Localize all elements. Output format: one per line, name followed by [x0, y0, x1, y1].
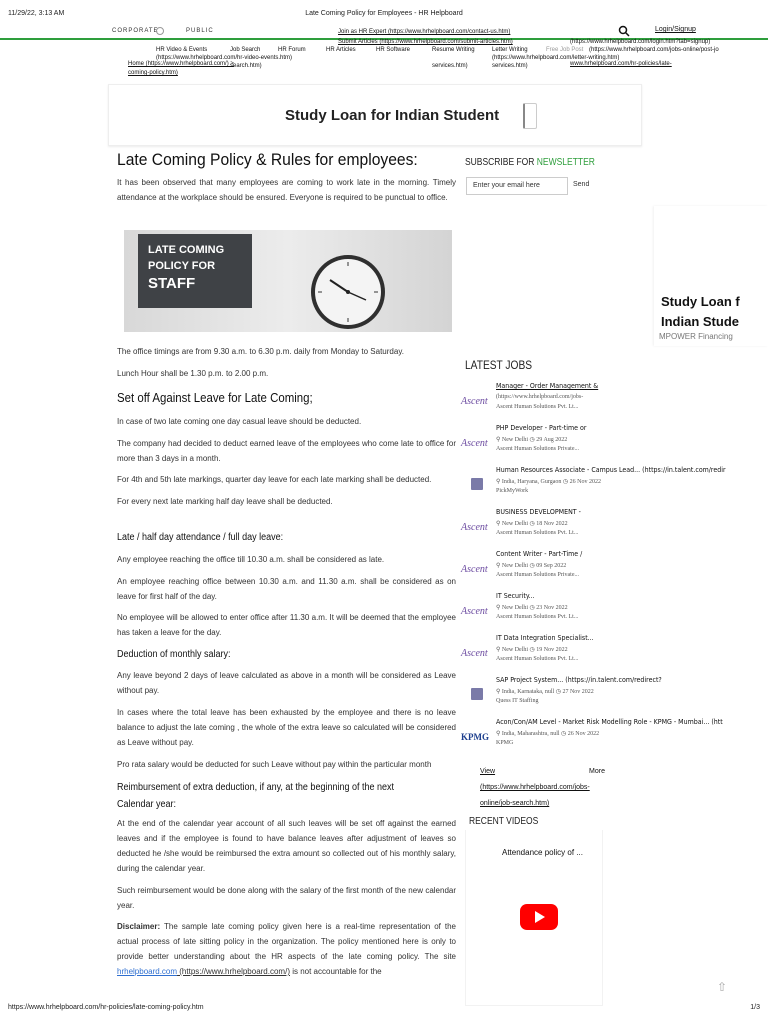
intro-paragraph: It has been observed that many employees are coming to work late in the morning. Timely attendance at the workplace should be ensured. Everyone is required to be punctual to office.	[117, 178, 456, 202]
late-para-1: Any employee reaching the office till 10.30 a.m. shall be considered as late.	[117, 555, 385, 564]
setoff-para-4: For every next late marking half day leave shall be deducted.	[117, 497, 333, 506]
login-url[interactable]: (https://www.hrhelpboard.com/login.htm?tab=signup)	[570, 39, 711, 45]
disclaimer	[117, 919, 456, 979]
deduction-para-3: Pro rata salary would be deducted for such Leave without pay within the particular month	[117, 760, 432, 769]
study-loan-ad-text	[661, 292, 740, 332]
job-item[interactable]	[461, 676, 761, 718]
job-title[interactable]: IT Data Integration Specialist...	[496, 634, 594, 642]
job-company: Ascent Human Solutions Private...	[496, 446, 579, 452]
disclaimer-site-url[interactable]: (https://www.hrhelpboard.com/)	[177, 967, 290, 976]
job-item[interactable]	[461, 424, 761, 466]
disclaimer-label: Disclaimer:	[117, 922, 161, 931]
job-item[interactable]	[461, 550, 761, 592]
job-location-date: ⚲ New Delhi ◷ 09 Sep 2022	[496, 563, 567, 569]
job-location-date: ⚲ India, Maharashtra, null ◷ 26 Nov 2022	[496, 731, 600, 737]
page-title: Late Coming Policy & Rules for employees:	[117, 150, 418, 169]
print-datetime: 11/29/22, 3:13 AM	[8, 10, 65, 17]
toggle-switch[interactable]	[156, 27, 164, 35]
job-title[interactable]: SAP Project System... (https://in.talent.com/redirect?	[496, 676, 662, 684]
letter-service-url[interactable]: services.htm)	[492, 63, 528, 69]
nav-hr-video[interactable]: HR Video & Events	[156, 47, 208, 53]
setoff-para-3: For 4th and 5th late markings, quarter day leave for each late marking shall be deducted.	[117, 475, 432, 484]
print-footer-url: https://www.hrhelpboard.com/hr-policies/late-coming-policy.htm	[8, 1004, 204, 1011]
setoff-para-2: The company had decided to deduct earned leave of the employees who come late to office for more than 3 days in a month.	[117, 439, 456, 463]
reimb-para-2: Such reimbursement would be done along with the salary of the first month of the new calendar year.	[117, 886, 456, 910]
nav-hr-forum[interactable]: HR Forum	[278, 47, 306, 53]
subscribe-label: SUBSCRIBE FOR	[465, 157, 537, 168]
nav-job-search[interactable]: Job Search	[230, 47, 261, 53]
disclaimer-text: The sample late coming policy given here is a real-time representation of the actual process of late sitting policy in the organization. The policy mentioned here is only to provide better understanding about the HR aspects of the late coming policy. The site	[117, 922, 456, 961]
nav-hr-software[interactable]: HR Software	[376, 47, 411, 53]
login-signup-link[interactable]: Login/Signup	[655, 26, 696, 33]
print-footer	[8, 1004, 760, 1016]
print-page-title: Late Coming Policy for Employees - HR Helpboard	[305, 10, 463, 17]
heading-set-off: Set off Against Leave for Late Coming;	[117, 390, 313, 405]
heading-reimbursement: Reimbursement of extra deduction, if any, at the beginning of the next Calendar year:	[117, 782, 395, 810]
view-more-url: (https://www.hrhelpboard.com/jobs-online/job-search.htm)	[480, 784, 590, 807]
breadcrumb-home[interactable]: Home (https://www.hrhelpboard.com/) >	[128, 61, 234, 67]
company-logo-icon: Ascent	[461, 522, 488, 533]
job-title[interactable]: PHP Developer - Part-time or	[496, 424, 587, 432]
print-header	[8, 6, 760, 20]
hero-caption-box	[138, 234, 252, 308]
scroll-top-icon[interactable]: ⇧	[717, 980, 728, 994]
company-logo-icon: Ascent	[461, 396, 488, 407]
job-item[interactable]	[461, 718, 761, 760]
job-company: Quess IT Staffing	[496, 698, 539, 704]
job-location-date: ⚲ India, Haryana, Gurgaon ◷ 26 Nov 2022	[496, 479, 601, 485]
study-loan-line-2: Indian Stude	[661, 314, 739, 329]
company-logo-icon	[471, 478, 483, 490]
public-tab[interactable]: PUBLIC	[186, 28, 214, 34]
view-label: View	[480, 768, 496, 775]
youtube-play-icon[interactable]	[520, 904, 558, 930]
job-location-date: (https://www.hrhelpboard.com/jobs-	[496, 394, 584, 400]
ad-text: Study Loan for Indian Student	[285, 107, 500, 124]
video-title: Attendance policy of ...	[502, 848, 583, 857]
print-page-number: 1/3	[750, 1004, 760, 1011]
hero-line-2: POLICY FOR	[148, 260, 216, 272]
setoff-para-1: In case of two late coming one day casual leave should be deducted.	[117, 417, 362, 426]
company-logo-icon: KPMG	[461, 732, 489, 742]
job-location-date: ⚲ New Delhi ◷ 19 Nov 2022	[496, 647, 568, 653]
hero-image	[124, 230, 452, 332]
nav-free-job-post[interactable]: Free Job Post	[546, 47, 584, 53]
lunch-hour: Lunch Hour shall be 1.30 p.m. to 2.00 p.m.	[117, 369, 269, 378]
deduction-para-2: In cases where the total leave has been exhausted by the employee and there is no leave balance to adjust the late coming , the whole of the extra leave so calculated will be considered as Leave without pay.	[117, 708, 456, 747]
clock-icon	[308, 252, 388, 332]
job-company: Ascent Human Solutions Pvt. Lt...	[496, 614, 579, 620]
study-loan-sponsor: MPOWER Financing	[659, 332, 733, 341]
job-company: Ascent Human Solutions Pvt. Lt...	[496, 656, 579, 662]
recent-videos-heading: RECENT VIDEOS	[469, 816, 539, 827]
job-title[interactable]: Acon/Con/AM Level - Market Risk Modelling Role - KPMG - Mumbai... (htt	[496, 718, 723, 726]
job-search-url[interactable]: search.htm)	[230, 63, 262, 69]
job-item[interactable]	[461, 466, 761, 508]
video-card[interactable]	[465, 830, 603, 1006]
company-logo-icon	[471, 688, 483, 700]
heading-late-half-day: Late / half day attendance / full day leave:	[117, 532, 284, 543]
ad-banner[interactable]	[108, 84, 642, 146]
late-para-2: An employee reaching office between 10.30 a.m. and 11.30 a.m. shall be considered as on leave for first half of the day.	[117, 577, 456, 601]
company-logo-icon: Ascent	[461, 438, 488, 449]
submit-articles-link[interactable]: Submit Articles (https://www.hrhelpboard.com/submit-articles.htm)	[338, 39, 513, 45]
latest-jobs-heading: LATEST JOBS	[465, 358, 533, 372]
breadcrumb-policy[interactable]: www.hrhelpboard.com/hr-policies/late-	[570, 61, 672, 67]
disclaimer-end: is not accountable for the	[289, 967, 382, 976]
job-item[interactable]	[461, 508, 761, 550]
deduction-para-1: Any leave beyond 2 days of leave calculated as above in a month will be considered as Leave without pay.	[117, 671, 456, 695]
job-company: Ascent Human Solutions Private...	[496, 572, 579, 578]
job-item[interactable]	[461, 592, 761, 634]
job-location-date: ⚲ New Delhi ◷ 18 Nov 2022	[496, 521, 568, 527]
job-company: KPMG	[496, 740, 514, 746]
letter-url[interactable]: (https://www.hrhelpboard.com/letter-writing.htm)	[492, 55, 620, 61]
free-job-post-url[interactable]: (https://www.hrhelpboard.com/jobs-online/post-jo	[589, 47, 719, 53]
nav-letter-writing[interactable]: Letter Writing	[492, 47, 528, 53]
corporate-tab[interactable]: CORPORATE	[112, 28, 159, 34]
video-url[interactable]: (https://www.hrhelpboard.com/hr-video-events.htm)	[156, 55, 293, 61]
office-timings: The office timings are from 9.30 a.m. to 6.30 p.m. daily from Monday to Saturday.	[117, 347, 404, 356]
email-input[interactable]: Enter your email here	[466, 177, 568, 195]
search-icon[interactable]	[618, 25, 630, 37]
newsletter-title	[465, 157, 595, 168]
job-item[interactable]	[461, 634, 761, 676]
job-title[interactable]: IT Security...	[496, 592, 535, 600]
hero-line-1: LATE COMING	[148, 244, 225, 256]
job-title[interactable]: BUSINESS DEVELOPMENT -	[496, 508, 581, 516]
job-title[interactable]: Content Writer - Part-Time /	[496, 550, 583, 558]
job-company: PickMyWork	[496, 488, 529, 494]
job-company: Ascent Human Solutions Pvt. Lt...	[496, 404, 579, 410]
disclaimer-site-link[interactable]: hrhelpboard.com	[117, 967, 178, 976]
send-button[interactable]: Send	[573, 181, 590, 188]
company-logo-icon: Ascent	[461, 564, 488, 575]
job-location-date: ⚲ New Delhi ◷ 29 Aug 2022	[496, 437, 568, 443]
study-loan-ad[interactable]	[654, 206, 768, 346]
nav-resume-writing[interactable]: Resume Writing	[432, 47, 475, 53]
more-label: More	[589, 768, 605, 775]
job-title[interactable]: Human Resources Associate - Campus Lead... (https://in.talent.com/redir	[496, 466, 726, 474]
resume-url[interactable]: services.htm)	[432, 63, 468, 69]
breadcrumb-policy-end[interactable]: coming-policy.htm)	[128, 70, 178, 76]
hero-line-3: STAFF	[148, 275, 196, 292]
view-more-link[interactable]	[480, 764, 605, 812]
job-location-date: ⚲ India, Karnataka, null ◷ 27 Nov 2022	[496, 689, 594, 695]
study-loan-line-1: Study Loan f	[661, 294, 740, 309]
join-expert-link[interactable]: Join as HR Expert (https://www.hrhelpboard.com/contact-us.htm)	[338, 29, 511, 35]
job-title[interactable]: Manager - Order Management &	[496, 382, 599, 390]
reimb-para-1: At the end of the calendar year account of all such leaves will be set off against the earned leaves and if the employee is found to have balance leaves after adjustment of leaves so deducted he /she would be reimbursed the extra amount so collected out of his monthly salary, during the calendar year.	[117, 819, 456, 873]
newsletter-label: NEWSLETTER	[536, 157, 595, 168]
late-para-3: No employee will be allowed to enter office after 11.30 a.m. It will be deemed that the employee has taken a leave for the day.	[117, 613, 456, 637]
company-logo-icon: Ascent	[461, 648, 488, 659]
job-location-date: ⚲ New Delhi ◷ 23 Nov 2022	[496, 605, 568, 611]
ad-arrow-button[interactable]	[523, 103, 537, 129]
job-company: Ascent Human Solutions Pvt. Lt...	[496, 530, 579, 536]
heading-deduction: Deduction of monthly salary:	[117, 649, 231, 660]
job-item[interactable]	[461, 382, 761, 424]
company-logo-icon: Ascent	[461, 606, 488, 617]
nav-hr-articles[interactable]: HR Articles	[326, 47, 356, 53]
